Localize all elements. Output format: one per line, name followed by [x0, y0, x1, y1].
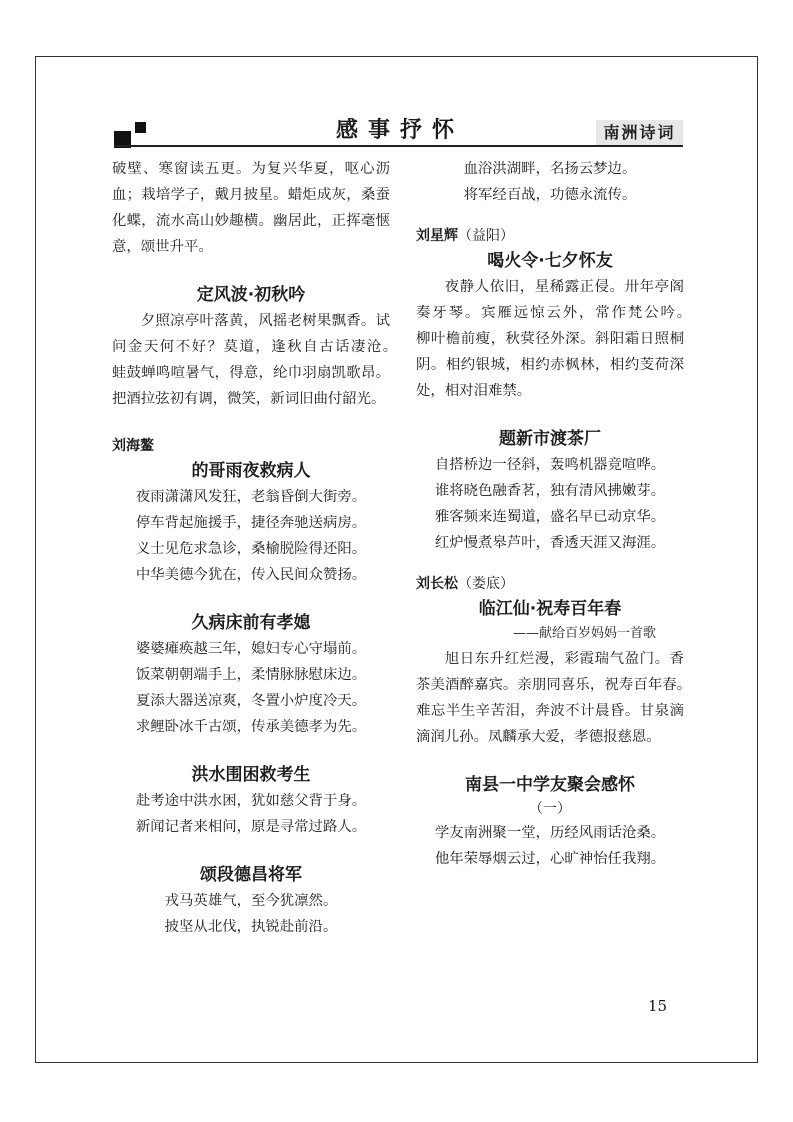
poem-line: 新闻记者来相问，原是寻常过路人。 — [135, 819, 367, 835]
poem-subtitle: ——献给百岁妈妈一首歌 — [512, 626, 656, 641]
poem-line: 血浴洪湖畔，名扬云梦边。 — [463, 161, 637, 177]
poem-line: 中华美德今犹在，传入民间众赞扬。 — [135, 567, 367, 583]
poem-title: 久病床前有孝媳 — [191, 613, 311, 633]
poem-line: 雅客频来连蜀道，盛名早已动京华。 — [434, 509, 666, 525]
poem-title: 临江仙·祝寿百年春 — [478, 599, 622, 619]
left-column — [112, 156, 419, 940]
poem-line: 婆婆瘫痪越三年，媳妇专心守塌前。 — [135, 641, 367, 657]
poem-title: 喝火令·七夕怀友 — [487, 251, 613, 271]
author-line — [416, 572, 684, 596]
poem-title: 洪水围困救考生 — [191, 765, 311, 785]
author-name: 刘长松 — [416, 576, 458, 592]
poem-text: 旭日东升红烂漫，彩霞瑞气盈门。香茶美酒醉嘉宾。亲朋同喜乐，祝寿百年春。 难忘半生辛苦泪，奔波不计晨昏。甘泉滴滴润儿孙。凤麟承大爱，孝德报慈恩。 — [416, 651, 713, 745]
continued-poem-text: 破壁、寒窗读五更。为复兴华夏，呕心沥血；栽培学子，戴月披星。蜡炬成灰，桑蚕化蝶，流水高山妙趣横。幽居此，正挥毫惬意，颂世升平。 — [112, 161, 390, 255]
poem-line: 谁将晓色融香茗，独有清风拂嫩芽。 — [434, 483, 666, 499]
author-name: 刘星辉 — [416, 228, 458, 244]
right-column — [416, 156, 713, 872]
poem-title: 定风波·初秋吟 — [196, 285, 306, 305]
poem-title: 题新市渡茶厂 — [499, 429, 601, 449]
author-name: 刘海鳌 — [112, 438, 154, 454]
poem-line: 披坚从北伐，执锐赴前沿。 — [164, 919, 338, 935]
poem-line: 赴考途中洪水困，犹如慈父背于身。 — [135, 793, 367, 809]
poem-line: 学友南洲聚一堂，历经风雨话沧桑。 — [434, 825, 666, 841]
author-region: （娄底） — [458, 576, 514, 592]
poem-line: 他年荣辱烟云过，心旷神怡任我翔。 — [434, 851, 666, 867]
column-badge: 南洲诗词 — [596, 120, 683, 145]
poem-title: 的哥雨夜救病人 — [191, 461, 311, 481]
header-square-small — [135, 122, 146, 133]
author-line — [416, 224, 684, 248]
poem-line: 义士见危求急诊，桑榆脱险得还阳。 — [135, 541, 367, 557]
poem-number: （一） — [529, 801, 571, 817]
poem-line: 自搭桥边一径斜，轰鸣机器竞喧哗。 — [434, 457, 666, 473]
poem-text: 夜静人依旧，星稀露正侵。卅年亭阁奏牙琴。宾雁远惊云外，常作梵公吟。 柳叶檐前瘦，秋蓂径外深。斜阳霜日照桐阴。相约银城，相约赤枫林，相约芰荷深处，相对泪难禁。 — [416, 279, 713, 399]
author-region: （益阳） — [458, 228, 514, 244]
section-title: 感事抒怀 — [335, 118, 464, 143]
poem-text: 夕照凉亭叶落黄，风摇老树果飘香。试问金天何不好？莫道，逢秋自古话凄沧。 蛙鼓蝉鸣喧暑气，得意，纶巾羽扇凯歌昂。把酒拉弦初有调，微笑，新词旧曲付韶光。 — [112, 313, 419, 407]
poem-line: 红炉慢煮皋芦叶，香透天涯又海涯。 — [434, 535, 666, 551]
poem-line: 求鲤卧冰千古颂，传承美德孝为先。 — [135, 719, 367, 735]
poem-line: 戎马英雄气，至今犹凛然。 — [164, 893, 338, 909]
poem-line: 饭菜朝朝端手上，柔情脉脉慰床边。 — [135, 667, 367, 683]
poem-line: 停车背起施援手，捷径奔驰送病房。 — [135, 515, 367, 531]
poem-title: 颂段德昌将军 — [200, 865, 302, 885]
page-number: 15 — [648, 997, 668, 1015]
poem-title: 南县一中学友聚会感怀 — [465, 775, 635, 795]
header-rule — [114, 145, 683, 147]
poem-line: 将军经百战，功德永流传。 — [463, 187, 637, 203]
poem-line: 夜雨潇潇风发狂，老翁昏倒大街旁。 — [135, 489, 367, 505]
poem-line: 夏添大器送凉爽，冬置小炉度冷天。 — [135, 693, 367, 709]
